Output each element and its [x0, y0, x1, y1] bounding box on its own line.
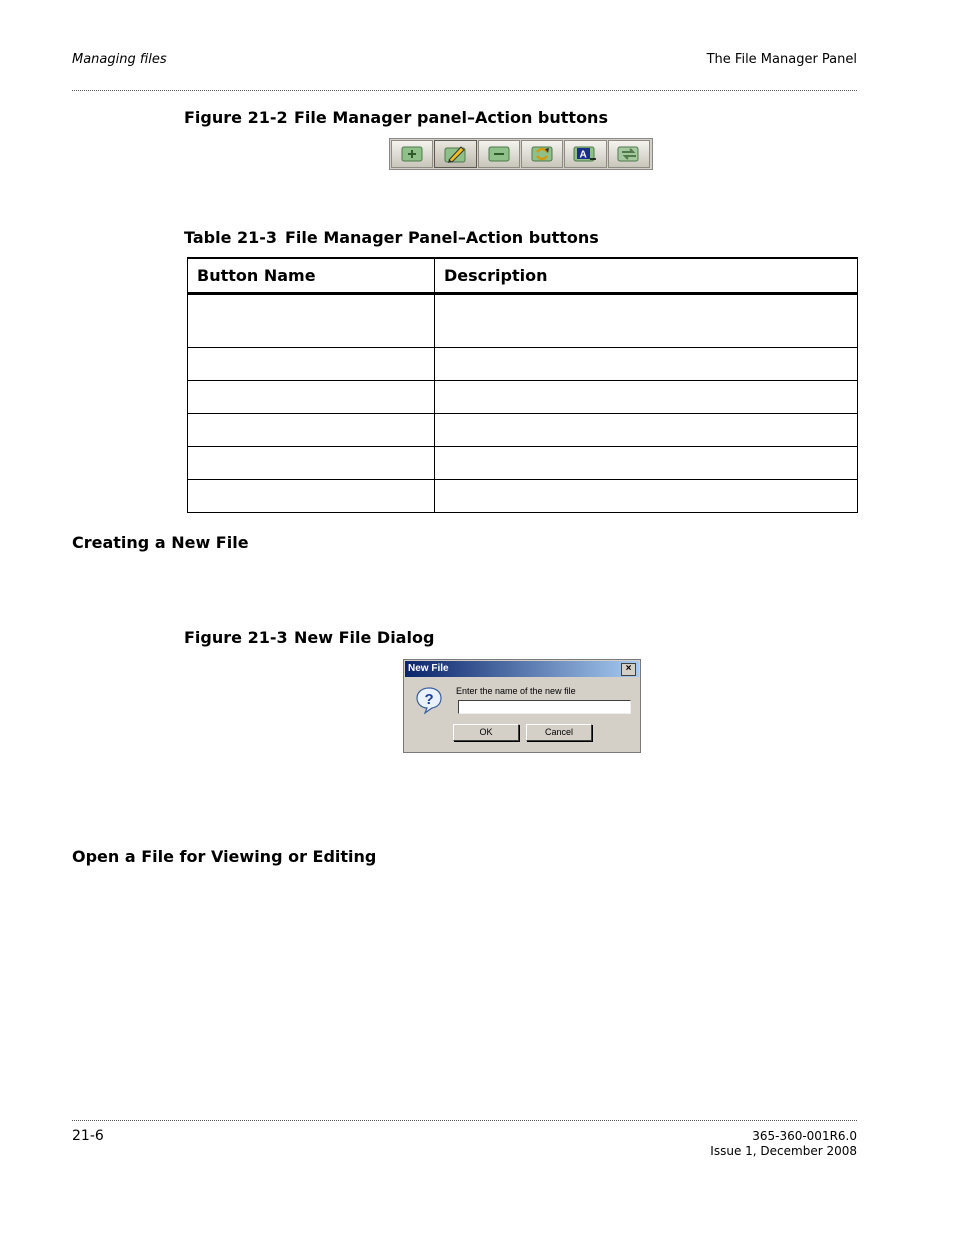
figure-caption [184, 108, 608, 127]
figure-caption [184, 628, 434, 647]
running-header-chapter: The File Manager Panel [706, 52, 857, 67]
rename-icon [572, 144, 598, 164]
doc-id: 365-360-001R6.0 [752, 1129, 857, 1143]
table-caption [184, 228, 599, 247]
table-row [188, 414, 858, 447]
table-cell [435, 294, 858, 348]
table-number: Table 21-3 [184, 228, 278, 247]
table-cell [435, 381, 858, 414]
table-row [188, 480, 858, 513]
new-file-dialog [403, 659, 641, 753]
dialog-title: New File [408, 663, 449, 674]
svg-text:?: ? [424, 691, 434, 708]
transfer-icon [616, 144, 642, 164]
close-button[interactable]: × [621, 663, 636, 676]
footer-doc-info [710, 1129, 857, 1159]
table-row [188, 447, 858, 480]
table-cell [435, 348, 858, 381]
column-header-button-name: Button Name [188, 258, 435, 294]
action-buttons-table [187, 257, 858, 513]
add-button[interactable] [391, 140, 433, 168]
table-cell [188, 348, 435, 381]
column-header-description: Description [435, 258, 858, 294]
refresh-icon [530, 144, 554, 164]
remove-icon [487, 145, 511, 163]
table-row [188, 381, 858, 414]
cancel-button[interactable]: Cancel [526, 724, 592, 741]
dialog-prompt: Enter the name of the new file [456, 686, 576, 696]
header-rule [72, 90, 857, 91]
section-heading-open-file: Open a File for Viewing or Editing [72, 847, 377, 866]
svg-text:A: A [579, 149, 588, 161]
page-number: 21-6 [72, 1128, 104, 1144]
rename-button[interactable] [564, 140, 606, 168]
ok-button[interactable]: OK [453, 724, 519, 741]
figure-number: Figure 21-2 [184, 108, 288, 127]
refresh-button[interactable] [521, 140, 563, 168]
figure-title: File Manager panel–Action buttons [294, 108, 608, 127]
table-cell [188, 447, 435, 480]
table-cell [188, 294, 435, 348]
question-icon [414, 685, 444, 715]
edit-icon [443, 144, 467, 164]
remove-button[interactable] [478, 140, 520, 168]
add-icon [400, 145, 424, 163]
running-header-section: Managing files [72, 52, 167, 67]
table-header-row [188, 258, 858, 294]
table-cell [188, 381, 435, 414]
footer-rule [72, 1120, 857, 1121]
figure-number: Figure 21-3 [184, 628, 288, 647]
table-cell [435, 480, 858, 513]
edit-button[interactable] [434, 140, 476, 168]
table-cell [435, 447, 858, 480]
section-heading-new-file: Creating a New File [72, 533, 249, 552]
table-row [188, 348, 858, 381]
table-title: File Manager Panel–Action buttons [285, 228, 599, 247]
table-cell [188, 480, 435, 513]
issue-date: Issue 1, December 2008 [710, 1144, 857, 1158]
figure-title: New File Dialog [294, 628, 435, 647]
action-buttons-toolbar [389, 138, 653, 170]
file-name-input[interactable] [458, 700, 631, 714]
table-row [188, 294, 858, 348]
transfer-button[interactable] [608, 140, 650, 168]
dialog-title-bar [405, 661, 639, 677]
table-cell [435, 414, 858, 447]
table-cell [188, 414, 435, 447]
